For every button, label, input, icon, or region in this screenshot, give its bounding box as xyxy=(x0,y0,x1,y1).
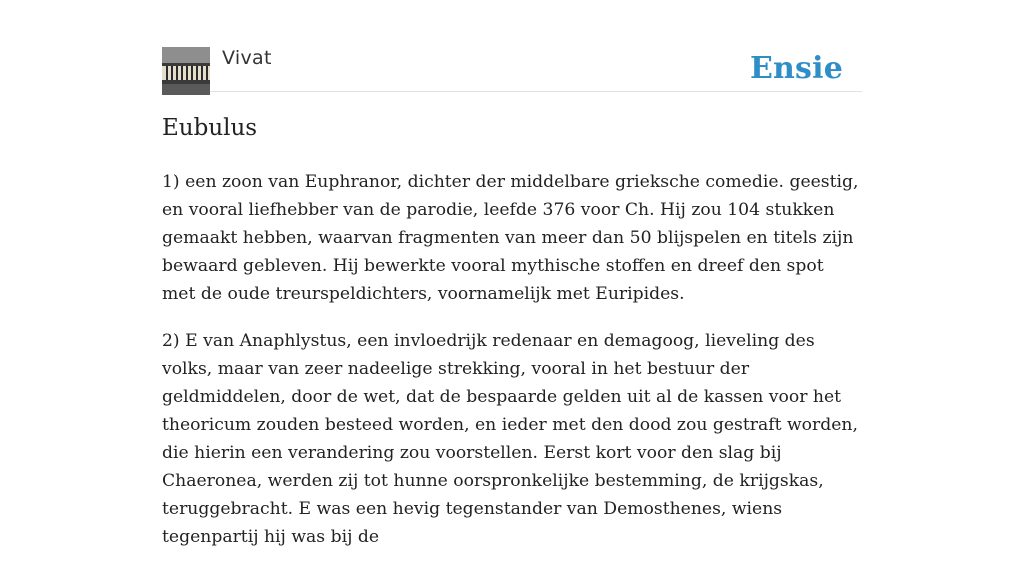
article-body xyxy=(162,168,862,570)
header xyxy=(162,0,862,92)
article-page xyxy=(162,0,862,547)
ensie-logo[interactable]: Ensie xyxy=(749,51,843,86)
username[interactable]: Vivat xyxy=(222,47,272,69)
definition-paragraph-2: 2) E van Anaphlystus, een invloedrijk redenaar en demagoog, lieveling des volks, maar van zeer nadeelige strekking, vooral in het bestuur der geldmiddelen, door de wet, dat de bespaarde gelden uit al de kassen voor het theoricum zouden besteed worden, en ieder met den dood zou gestraft worden, die hierin een verandering zou voorstellen. Eerst kort voor den slag bij Chaeronea, werden zij tot hunne oorspronkelijke bestemming, de krijgskas, teruggebracht. E was een hevig tegenstander van Demosthenes, wiens tegenpartij hij was bij de xyxy=(162,331,858,547)
bookshelf-avatar-icon xyxy=(162,47,210,95)
definition-paragraph-1: 1) een zoon van Euphranor, dichter der middelbare grieksche comedie. geestig, en vooral liefhebber van de parodie, leefde 376 voor Ch. Hij zou 104 stukken gemaakt hebben, waarvan fragmenten van meer dan 50 blijspelen en titels zijn bewaard gebleven. Hij bewerkte vooral mythische stoffen en dreef den spot met de oude treurspeldichters, voornamelijk met Euripides. xyxy=(162,172,859,304)
avatar[interactable] xyxy=(162,47,210,95)
page-title: Eubulus xyxy=(162,115,258,141)
